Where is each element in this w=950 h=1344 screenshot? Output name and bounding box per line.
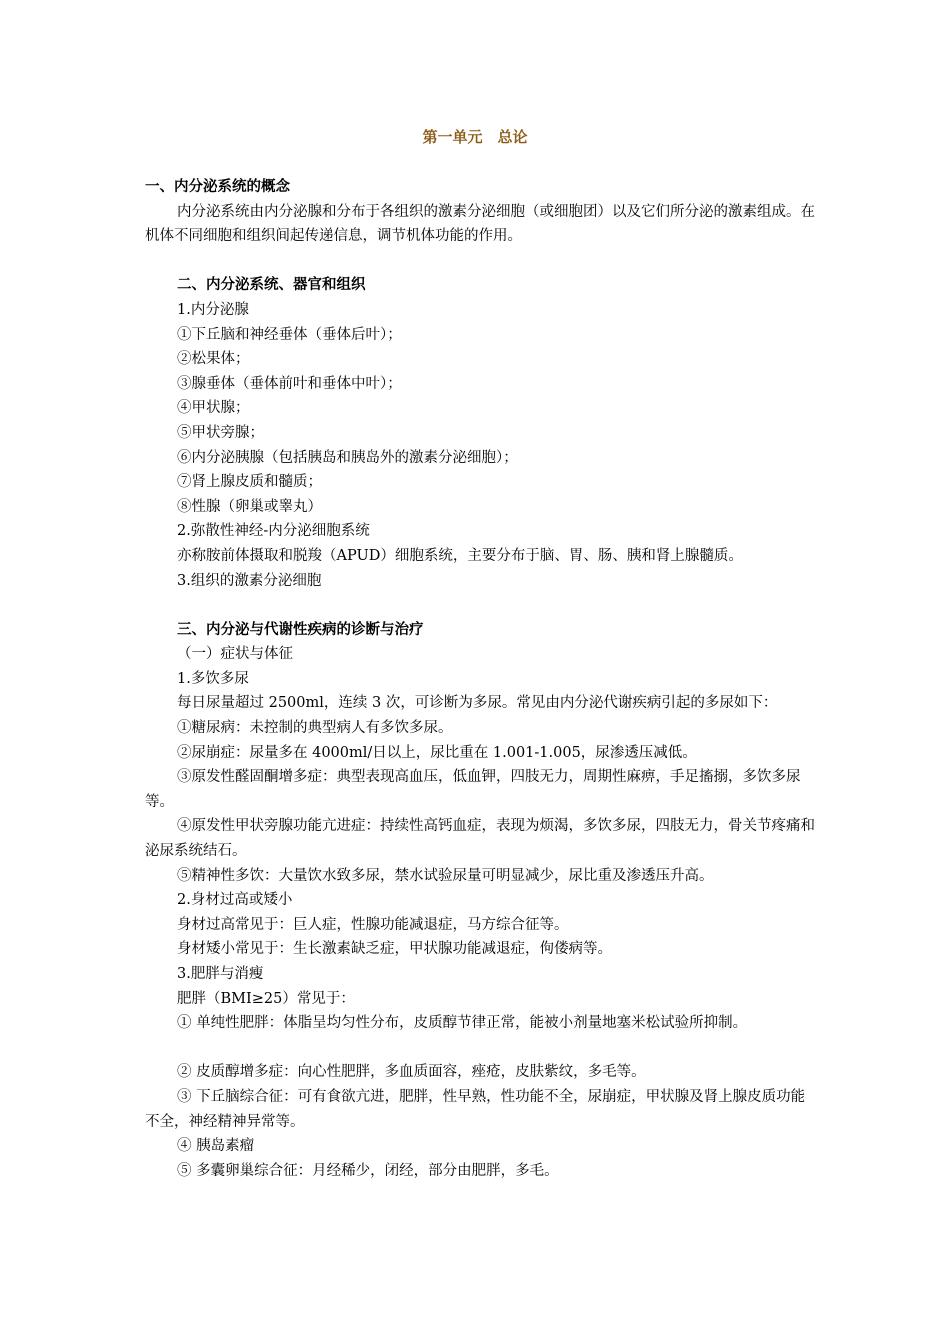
paragraph: ①糖尿病：未控制的典型病人有多饮多尿。: [177, 720, 453, 737]
paragraph: ⑤甲状旁腺；: [177, 424, 264, 441]
page-title: 第一单元 总论: [422, 128, 528, 146]
paragraph: ④ 胰岛素瘤: [177, 1138, 255, 1155]
paragraph: 1.内分泌腺: [177, 301, 249, 318]
paragraph: ②尿崩症：尿量多在 4000ml/日以上，尿比重在 1.001-1.005，尿渗透压减低。: [177, 744, 697, 761]
paragraph: 身材过高常见于：巨人症，性腺功能减退症，马方综合征等。: [177, 916, 569, 933]
paragraph: ⑤精神性多饮：大量饮水致多尿，禁水试验尿量可明显减少，尿比重及渗透压升高。: [177, 867, 714, 884]
paragraph: ② 皮质醇增多症：向心性肥胖，多血质面容，痤疮，皮肤紫纹，多毛等。: [177, 1064, 646, 1081]
paragraph: ②松果体；: [177, 351, 250, 368]
paragraph: ① 单纯性肥胖：体脂呈均匀性分布，皮质醇节律正常，能被小剂量地塞米松试验所抑制。: [177, 1015, 748, 1032]
section-heading: 一、内分泌系统的概念: [145, 178, 290, 195]
paragraph: ③ 下丘脑综合征：可有食欲亢进，肥胖，性早熟，性功能不全，尿崩症，甲状腺及肾上腺皮质功能不全，神经精神异常等。: [145, 1088, 806, 1130]
paragraph: 每日尿量超过 2500ml，连续 3 次，可诊断为多尿。常见由内分泌代谢疾病引起的多尿如下：: [177, 695, 778, 712]
paragraph: ⑦肾上腺皮质和髓质；: [177, 474, 322, 491]
paragraph: ④甲状腺；: [177, 400, 250, 417]
blank-line: [145, 1036, 817, 1061]
paragraph: ③腺垂体（垂体前叶和垂体中叶）；: [177, 375, 402, 392]
paragraph: ⑤ 多囊卵巢综合征：月经稀少，闭经，部分由肥胖，多毛。: [177, 1162, 559, 1179]
paragraph: 3.组织的激素分泌细胞: [177, 572, 322, 589]
paragraph: 2.弥散性神经-内分泌细胞系统: [177, 523, 370, 540]
paragraph: ⑧性腺（卵巢或睾丸）: [177, 498, 322, 515]
section-heading: 三、内分泌与代谢性疾病的诊断与治疗: [177, 620, 424, 638]
document-body: [145, 175, 817, 1183]
paragraph: 内分泌系统由内分泌腺和分布于各组织的激素分泌细胞（或细胞团）以及它们所分泌的激素组成。在机体不同细胞和组织间起传递信息，调节机体功能的作用。: [145, 203, 815, 245]
section-heading: 二、内分泌系统、器官和组织: [177, 276, 366, 294]
paragraph: 亦称胺前体摄取和脱羧（APUD）细胞系统，主要分布于脑、胃、肠、胰和肾上腺髓质。: [177, 547, 743, 564]
paragraph: 肥胖（BMI≥25）常见于：: [177, 990, 355, 1007]
paragraph: ⑥内分泌胰腺（包括胰岛和胰岛外的激素分泌细胞）；: [177, 449, 518, 466]
paragraph: ①下丘脑和神经垂体（垂体后叶）；: [177, 326, 402, 343]
paragraph: （一）症状与体征: [177, 646, 293, 663]
paragraph: ④原发性甲状旁腺功能亢进症：持续性高钙血症，表现为烦渴，多饮多尿，四肢无力，骨关节疼痛和泌尿系统结石。: [145, 818, 815, 860]
blank-line: [145, 249, 817, 274]
paragraph: ③原发性醛固酮增多症：典型表现高血压，低血钾，四肢无力，周期性麻痹，手足搐搦，多饮多尿等。: [145, 769, 801, 810]
paragraph: 3.肥胖与消瘦: [177, 966, 264, 982]
blank-line: [145, 593, 817, 618]
paragraph: 2.身材过高或矮小: [177, 892, 293, 909]
paragraph: 身材矮小常见于：生长激素缺乏症，甲状腺功能减退症，佝偻病等。: [177, 941, 612, 958]
paragraph: 1.多饮多尿: [177, 670, 249, 687]
